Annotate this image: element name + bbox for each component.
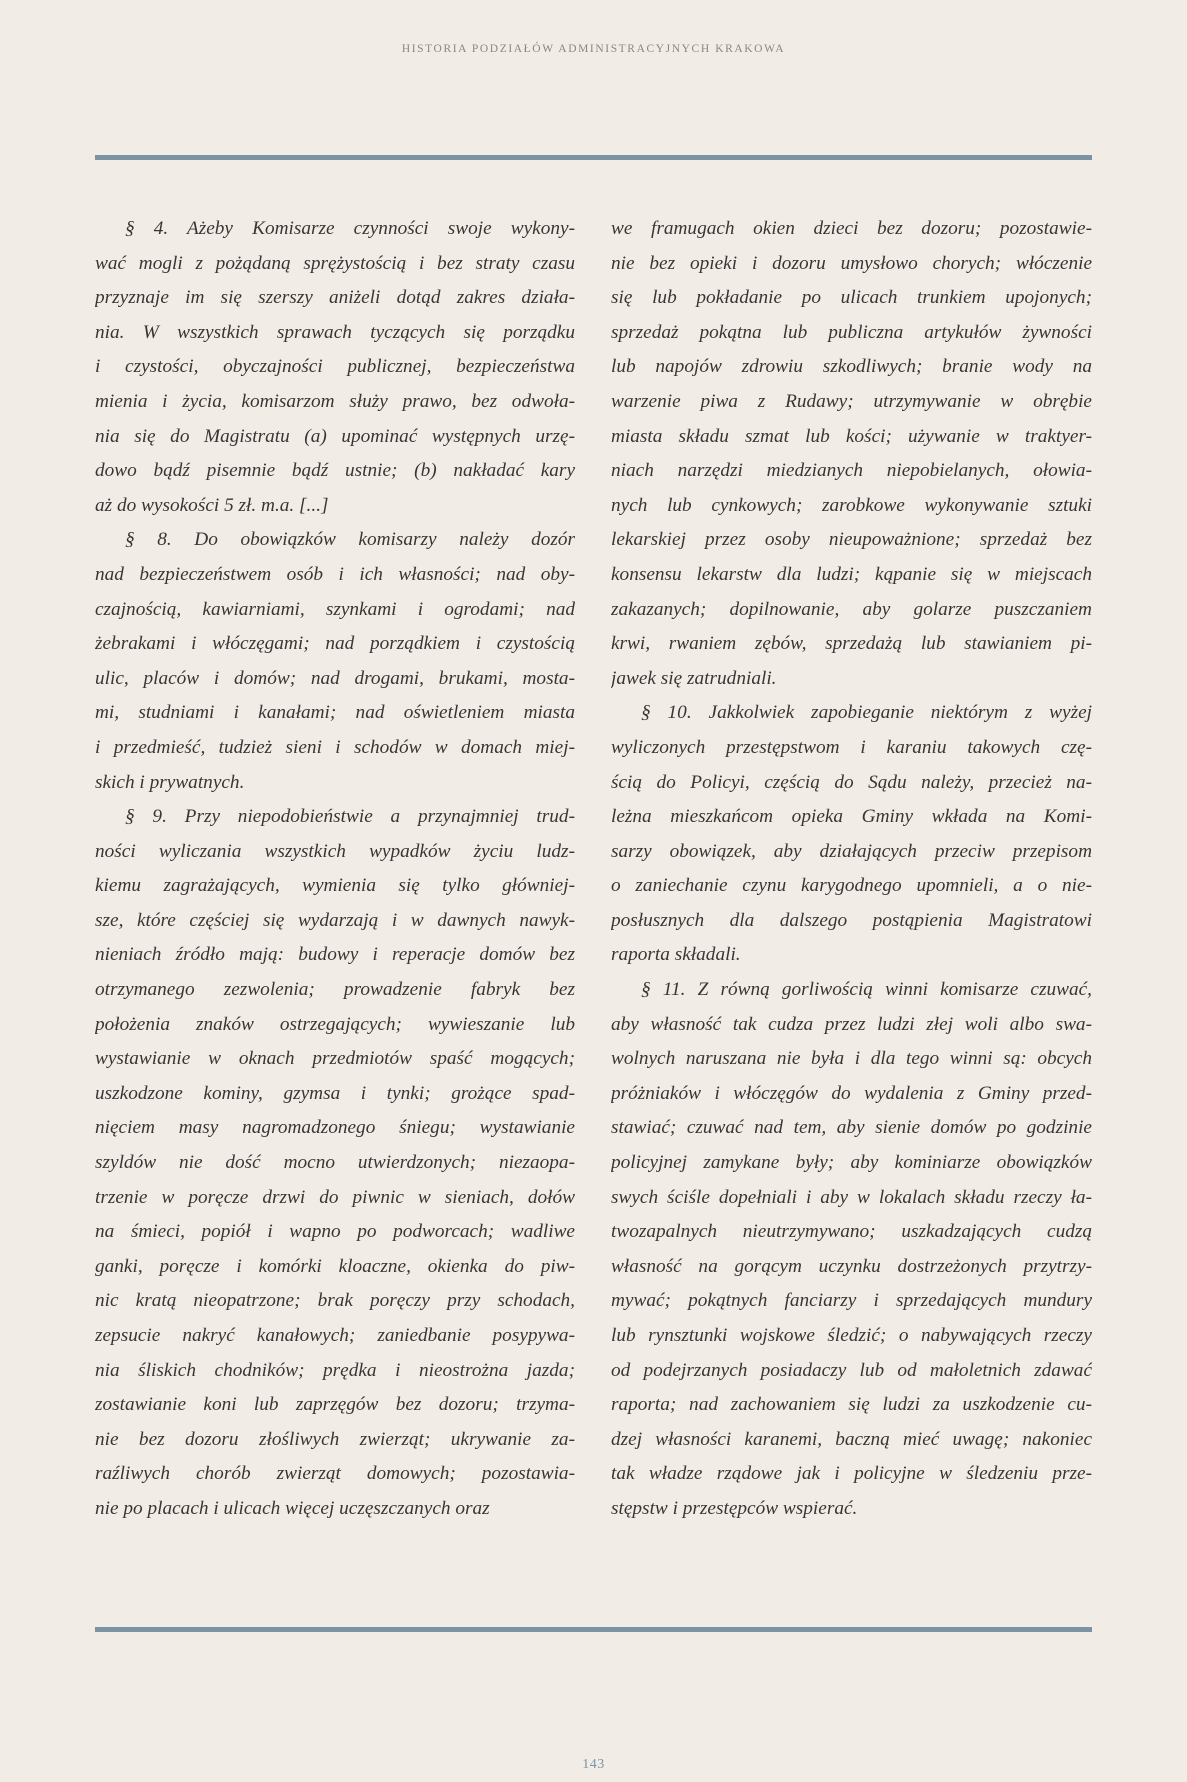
top-rule-divider xyxy=(95,155,1092,160)
text-line: żebrakami i włóczęgami; nad porządkiem i czystością xyxy=(95,633,575,655)
text-line: niach narzędzi miedzianych niepobielanych, ołowia- xyxy=(611,460,1092,482)
text-line: wolnych naruszana nie była i dla tego winni są: obcych xyxy=(611,1048,1092,1070)
text-line: i czystości, obyczajności publicznej, bezpieczeństwa xyxy=(95,356,575,378)
text-line: skich i prywatnych. xyxy=(95,771,245,793)
page-number: 143 xyxy=(582,1757,605,1772)
text-line: stawiać; czuwać nad tem, aby sienie domów po godzinie xyxy=(611,1117,1092,1139)
text-line: próżniaków i włóczęgów do wydalenia z Gminy przed- xyxy=(611,1082,1092,1104)
text-line: zostawianie koni lub zaprzęgów bez dozoru; trzyma- xyxy=(95,1394,575,1416)
text-line: lekarskiej przez osoby nieupoważnione; sprzedaż bez xyxy=(611,529,1092,551)
text-line: przyznaje im się szerszy aniżeli dotąd zakres działa- xyxy=(95,287,575,309)
text-line: raporta; nad zachowaniem się ludzi za uszkodzenie cu- xyxy=(611,1394,1092,1416)
text-line: położenia znaków ostrzegających; wywieszanie lub xyxy=(95,1013,575,1035)
running-head-title: HISTORIA PODZIAŁÓW ADMINISTRACYJNYCH KRAKOWA xyxy=(401,43,786,55)
text-line: aż do wysokości 5 zł. m.a. [...] xyxy=(95,494,329,516)
text-line: się lub pokładanie po ulicach trunkiem upojonych; xyxy=(611,287,1092,309)
text-line: na śmieci, popiół i wapno po podworcach; wadliwe xyxy=(95,1221,575,1243)
text-line: aby własność tak cudza przez ludzi złej woli albo swa- xyxy=(611,1013,1092,1035)
text-line: sze, które częściej się wydarzają i w dawnych nawyk- xyxy=(95,909,575,931)
text-line: leżna mieszkańcom opieka Gminy wkłada na Komi- xyxy=(611,806,1092,828)
text-line: trzenie w poręcze drzwi do piwnic w sieniach, dołów xyxy=(95,1186,575,1208)
text-line: wystawianie w oknach przedmiotów spaść mogących; xyxy=(95,1048,575,1070)
text-line: nia się do Magistratu (a) upominać występnych urzę- xyxy=(95,425,575,447)
text-line: nie bez opieki i dozoru umysłowo chorych; włóczenie xyxy=(611,252,1092,274)
text-line: nad bezpieczeństwem osób i ich własności; nad oby- xyxy=(95,563,575,585)
text-line: § 8. Do obowiązków komisarzy należy dozór xyxy=(125,529,575,551)
text-line: zepsucie nakryć kanałowych; zaniedbanie posypywa- xyxy=(95,1325,575,1346)
text-line: szyldów nie dość mocno utwierdzonych; niezaopa- xyxy=(95,1152,575,1174)
text-line: zakazanych; dopilnowanie, aby golarze puszczaniem xyxy=(611,598,1092,620)
bottom-rule-divider xyxy=(95,1627,1092,1632)
text-line: własność na gorącym uczynku dostrzeżonych przytrzy- xyxy=(611,1255,1092,1277)
text-line: miasta składu szmat lub kości; używanie w traktyer- xyxy=(611,425,1092,447)
text-line: nieniach źródło mają: budowy i reperacje domów bez xyxy=(95,944,575,966)
text-line: twozapalnych nieutrzymywano; uszkadzających cudzą xyxy=(611,1221,1092,1243)
text-line: § 11. Z równą gorliwością winni komisarze czuwać, xyxy=(641,979,1092,1001)
text-line: sprzedaż pokątna lub publiczna artykułów żywności xyxy=(611,321,1092,343)
text-line: warzenie piwa z Rudawy; utrzymywanie w obrębie xyxy=(611,390,1092,412)
text-line: dzej własności karanemi, baczną mieć uwagę; nakoniec xyxy=(611,1428,1092,1450)
text-line: ulic, placów i domów; nad drogami, brukami, mosta- xyxy=(95,667,575,689)
text-line: nia śliskich chodników; prędka i nieostrożna jazda; xyxy=(95,1359,575,1381)
text-line: we framugach okien dzieci bez dozoru; pozostawie- xyxy=(611,218,1092,239)
text-line: o zaniechanie czynu karygodnego upomnieli, a o nie- xyxy=(611,875,1092,897)
text-line: od podejrzanych posiadaczy lub od małoletnich zdawać xyxy=(611,1359,1092,1381)
text-line: policyjnej zamykane były; aby kominiarze obowiązków xyxy=(611,1152,1092,1174)
text-line: § 4. Ażeby Komisarze czynności swoje wykony- xyxy=(125,218,575,239)
left-text-column xyxy=(95,212,575,1527)
text-line: raźliwych chorób zwierząt domowych; pozostawia- xyxy=(95,1463,575,1485)
text-line: mywać; pokątnych fanciarzy i sprzedających mundury xyxy=(611,1290,1092,1312)
text-line: wyliczonych przestępstwom i karaniu takowych czę- xyxy=(611,736,1092,758)
text-line: raporta składali. xyxy=(611,944,741,966)
text-line: § 9. Przy niepodobieństwie a przynajmniej trud- xyxy=(125,806,575,828)
text-line: nie bez dozoru złośliwych zwierząt; ukrywanie za- xyxy=(95,1428,575,1450)
text-line: nic kratą nieopatrzone; brak poręczy przy schodach, xyxy=(95,1290,575,1312)
text-line: kiemu zagrażających, wymienia się tylko główniej- xyxy=(95,875,575,897)
text-line: lub rynsztunki wojskowe śledzić; o nabywających rzeczy xyxy=(611,1325,1092,1346)
text-line: krwi, rwaniem zębów, sprzedażą lub stawianiem pi- xyxy=(611,633,1092,655)
text-line: nych lub cynkowych; zarobkowe wykonywanie sztuki xyxy=(611,494,1092,516)
text-line: tak władze rządowe jak i policyjne w śledzeniu prze- xyxy=(611,1463,1092,1485)
text-line: mienia i życia, komisarzom służy prawo, bez odwoła- xyxy=(95,390,575,412)
text-line: nięciem masy nagromadzonego śniegu; wystawianie xyxy=(95,1117,575,1139)
text-line: czajnością, kawiarniami, szynkami i ogrodami; nad xyxy=(95,598,575,620)
text-line: sarzy obowiązek, aby działających przeciw przepisom xyxy=(611,840,1092,862)
text-line: nia. W wszystkich sprawach tyczących się porządku xyxy=(95,321,575,343)
text-line: nie po placach i ulicach więcej uczęszczanych oraz xyxy=(95,1497,490,1519)
text-line: i przedmieść, tudzież sieni i schodów w domach miej- xyxy=(95,736,575,758)
text-line: jawek się zatrudniali. xyxy=(611,667,777,689)
text-line: otrzymanego zezwolenia; prowadzenie fabryk bez xyxy=(95,979,575,1001)
text-line: lub napojów zdrowiu szkodliwych; branie wody na xyxy=(611,356,1092,378)
text-line: posłusznych dla dalszego postąpienia Magistratowi xyxy=(611,909,1092,931)
right-text-column xyxy=(611,212,1092,1527)
text-line: dowo bądź pisemnie bądź ustnie; (b) nakładać kary xyxy=(95,460,575,482)
text-line: § 10. Jakkolwiek zapobieganie niektórym z wyżej xyxy=(641,702,1092,724)
text-line: wać mogli z pożądaną sprężystością i bez straty czasu xyxy=(95,252,575,274)
text-line: mi, studniami i kanałami; nad oświetleniem miasta xyxy=(95,702,575,724)
text-line: ganki, poręcze i komórki kloaczne, okienka do piw- xyxy=(95,1255,575,1277)
text-line: swych ściśle dopełniali i aby w lokalach składu rzeczy ła- xyxy=(611,1186,1092,1208)
text-line: ności wyliczania wszystkich wypadków życiu ludz- xyxy=(95,840,575,862)
text-line: konsensu lekarstw dla ludzi; kąpanie się w miejscach xyxy=(611,563,1092,585)
text-line: uszkodzone kominy, gzymsa i tynki; grożące spad- xyxy=(95,1082,575,1104)
text-line: ścią do Policyi, częścią do Sądu należy, przecież na- xyxy=(611,771,1092,793)
text-line: stępstw i przestępców wspierać. xyxy=(611,1497,858,1519)
